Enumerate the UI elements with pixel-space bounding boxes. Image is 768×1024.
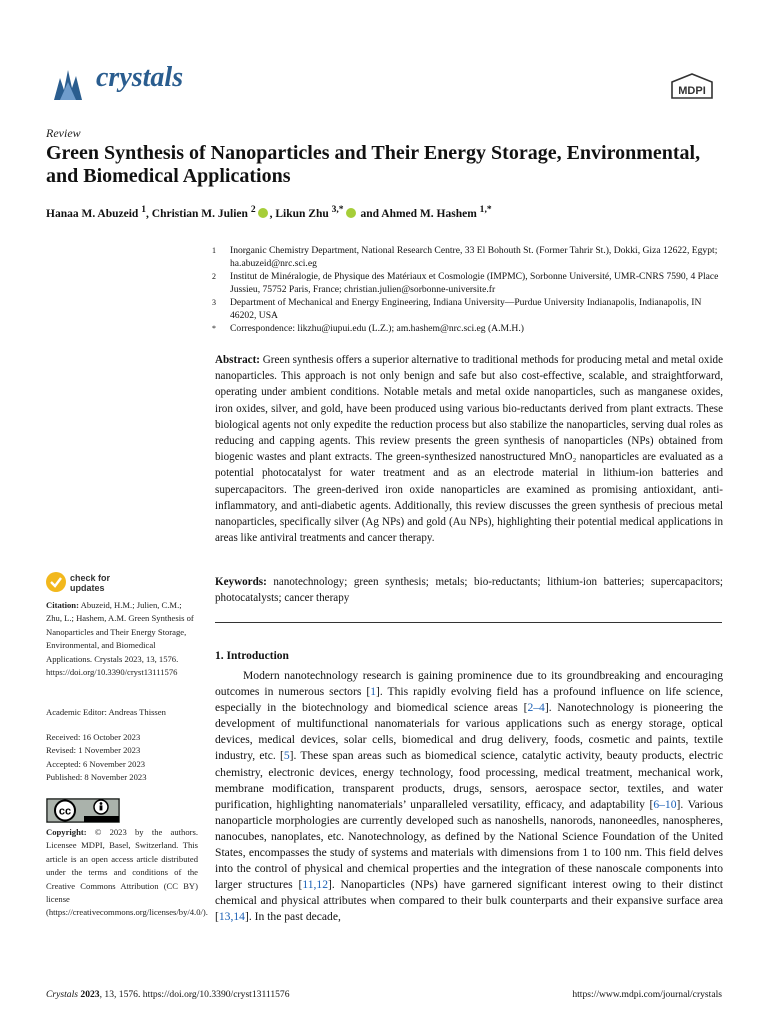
article-type: Review [46, 126, 81, 140]
affiliation-item [212, 296, 722, 322]
abstract-label: Abstract: [215, 354, 260, 366]
abstract-text: Green synthesis offers a superior alternative to traditional methods for producing metal and metal oxide nanoparticles. This approach is not only benign and safe but also cost-effective, scalable, and straightforward, operating under ambient conditions. Notable metals and metal oxide nanoparticles, such as manganese oxides, iron oxides, silver, and gold, have been produced using various bio-reductants derived from plant extracts. These biological agents not only expedite the reduction process but also stabilize the nanoparticles, serving dual roles as reducing and capping agents. This review presents the green synthesis of nanoparticles (NPs) obtained from biogenic wastes and plant extracts. The green-synthesized nanostructured MnO₂ nanoparticles are evaluated as a potential photocatalyst for water treatment and as an electrode material in lithium-ion batteries and supercapacitors. The green-derived iron oxide nanoparticles are examined as promising antioxidant, anti-inflammatory, and anti-diabetic agents. Additionally, this review discusses the green synthesis of precious metal nanoparticles, specifically silver (Ag NPs) and gold (Au NPs), highlighting their potential medical applications in areas like antiviral treatments and cancer therapy. [215, 354, 723, 545]
citation-text: Abuzeid, H.M.; Julien, C.M.; Zhu, L.; Hashem, A.M. Green Synthesis of Nanoparticles and Their Energy Storage, Environmental, and Biomedical Applications. Crystals 2023, 13, 1576. https://doi.org/10.3390/cryst13111576 [46, 600, 194, 678]
author-affiliation-mark: 2 [250, 204, 256, 215]
affiliation-number: 3 [212, 298, 216, 307]
section-heading: 1. Introduction [215, 650, 289, 662]
academic-editor: Academic Editor: Andreas Thissen [46, 707, 166, 717]
affiliation-text: Correspondence: likzhu@iupui.edu (L.Z.); am.hashem@nrc.sci.eg (A.M.H.) [230, 323, 524, 334]
keywords [215, 574, 723, 606]
svg-text:MDPI: MDPI [678, 85, 706, 97]
footer-journal: Crystals [46, 989, 78, 1000]
check-for-updates-label: check for updates [70, 573, 111, 593]
svg-text:cc: cc [58, 805, 72, 818]
affiliations [212, 244, 722, 335]
introduction-text [215, 668, 723, 926]
paragraph-text: Modern nanotechnology research is gaining prominence due to its groundbreaking and encouraging outcomes in numerous sectors [ [215, 669, 723, 699]
citation-label: Citation: [46, 600, 79, 610]
date-item: Published: 8 November 2023 [46, 772, 147, 783]
journal-logo [46, 60, 90, 104]
check-icon [46, 572, 66, 592]
author-name: Ahmed M. Hashem [381, 207, 480, 220]
author-separator: , [269, 207, 276, 220]
paragraph-text: ]. These span areas such as biomedical science, catalytic activity, beauty products, electric chemistry, electronic devices, energy technology, food processing, medical treatment, mechanical work, membrane modification, transparent products, drugs, sensors, aerospace sector, textiles, and water purification, highlighting nanomaterials’ unparalleled versatility, efficacy, and adaptability [ [215, 749, 723, 811]
affiliation-number: 2 [212, 272, 216, 281]
affiliation-text: Department of Mechanical and Energy Engineering, Indiana University—Purdue University Indianapolis, Indianapolis, IN 46202, USA [230, 297, 702, 321]
paragraph-text: ]. This rapidly evolving field has a profound influence on life science, especially in the biotechnology and biomedical science areas [ [215, 685, 723, 715]
affiliation-text: Institut de Minéralogie, de Physique des Matériaux et Cosmologie (IMPMC), Sorbonne Université, UMR-CNRS 7590, 4 Place Jussieu, 75752 Paris, France; christian.julien@sorbonne-universite.fr [230, 271, 719, 295]
keywords-label: Keywords: [215, 576, 267, 588]
publication-dates [46, 731, 198, 785]
footer-year: 2023 [80, 989, 100, 1000]
author-list [46, 204, 726, 220]
author-affiliation-mark: 3,* [331, 204, 344, 215]
date-item: Accepted: 6 November 2023 [46, 758, 146, 769]
footer-journal-url[interactable]: https://www.mdpi.com/journal/crystals [572, 989, 722, 1000]
reference-link[interactable]: 11,12 [302, 878, 328, 892]
author-separator: , [146, 207, 152, 220]
affiliation-item [212, 322, 722, 335]
citation-block [46, 599, 198, 679]
author-affiliation-mark: 1,* [479, 204, 492, 215]
affiliation-text: Inorganic Chemistry Department, National Research Centre, 33 El Bohouth St. (Former Tahrir St.), Dokki, Giza 12622, Egypt; ha.abuzeid@nrc.sci.eg [230, 245, 718, 269]
author-separator: and [357, 207, 382, 220]
reference-link[interactable]: 1 [370, 685, 376, 699]
date-item: Revised: 1 November 2023 [46, 745, 141, 756]
orcid-icon[interactable] [346, 208, 356, 218]
journal-name: crystals [96, 62, 184, 93]
mdpi-logo[interactable] [666, 72, 718, 100]
abstract [215, 352, 723, 546]
author-name: Hanaa M. Abuzeid [46, 207, 142, 220]
article-title: Green Synthesis of Nanoparticles and Their Energy Storage, Environmental, and Biomedical Applications [46, 142, 701, 187]
section-divider [215, 622, 722, 623]
reference-link[interactable]: 5 [283, 749, 290, 763]
author-name: Likun Zhu [275, 207, 332, 220]
paragraph-text: ]. In the past decade, [244, 910, 341, 924]
paragraph-text: ]. Nanotechnology is pioneering the development of multifunctional nanomaterials for various applications such as energy storage, optical devices, medical devices, solar cells, biomedical and drug delivery, foods, cosmetic and paints, textile industry, etc. [ [215, 701, 723, 763]
keywords-text: nanotechnology; green synthesis; metals; bio-reductants; lithium-ion batteries; supercapacitors; photocatalysts; cancer therapy [215, 576, 723, 605]
affiliation-number: 1 [212, 246, 216, 255]
paragraph-text: ]. Various nanoparticle morphologies are currently developed such as nanoshells, nanorods, nanoneedles, nanospheres, nanocubes, nanoplates, etc. Nanotechnology, as defined by the National Science Foundation of the United States, encompasses the study of systems and materials with dimensions from 1 to 100 nm. This field delves into the control of physical and chemical properties and the integration of these nanoscale components into larger structures [ [215, 797, 723, 892]
author-affiliation-mark: 1 [141, 204, 147, 215]
reference-link[interactable]: 2–4 [527, 701, 545, 715]
paragraph-text: ]. Nanoparticles (NPs) have garnered significant interest owing to their distinct chemical and physical attributes when compared to their bulk counterparts and their expansive surface area [ [215, 878, 723, 924]
orcid-icon[interactable] [258, 208, 268, 218]
check-for-updates-button[interactable] [46, 572, 146, 596]
affiliation-item [212, 244, 722, 270]
affiliation-number: * [212, 324, 216, 333]
footer-citation [46, 989, 290, 1000]
date-item: Received: 16 October 2023 [46, 732, 141, 742]
copyright-label: Copyright: [46, 827, 87, 837]
cc-by-license-icon[interactable] [46, 798, 120, 823]
affiliation-item [212, 270, 722, 296]
reference-link[interactable]: 13,14 [218, 910, 245, 924]
copyright-text: © 2023 by the authors. Licensee MDPI, Basel, Switzerland. This article is an open access article distributed under the terms and conditions of the Creative Commons Attribution (CC BY) license (https://creativecommons.org/licenses/by/4.0/). [46, 827, 208, 918]
footer-doi[interactable]: , 13, 1576. https://doi.org/10.3390/cryst13111576 [99, 989, 290, 1000]
author-name: Christian M. Julien [151, 207, 251, 220]
copyright-notice [46, 826, 208, 920]
reference-link[interactable]: 6–10 [653, 797, 677, 811]
